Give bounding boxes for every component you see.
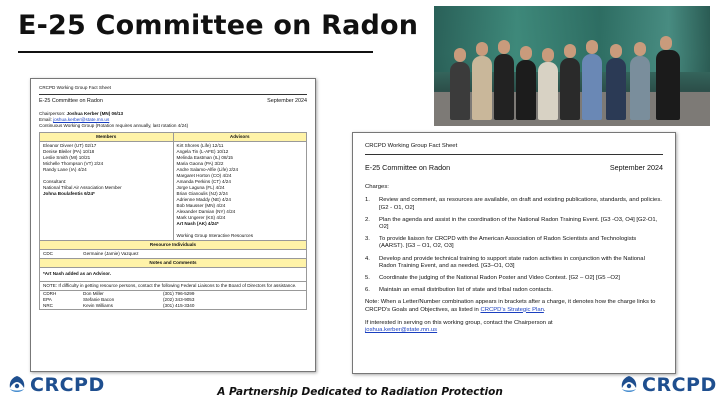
- advisor-item: Adrienne Maddy (NE) 4/24: [176, 197, 231, 202]
- fact-sheet-label: CRCPD Working Group Fact Sheet: [365, 143, 458, 149]
- fact-sheet-date: September 2024: [267, 98, 307, 104]
- members-advisors-table: [40, 133, 306, 240]
- advisor-item: Angela Tin (L-AFE) 10/12: [176, 149, 229, 154]
- advisor-item: Amanda Perkins (CT) 4/24: [176, 179, 231, 184]
- resource-org: CDC: [43, 251, 53, 256]
- interest-email-link[interactable]: joshua.kerber@state.mn.us: [365, 327, 438, 334]
- chair-name: Joshua Kerber (MN) 06/13: [66, 111, 124, 116]
- consultant-name: Johna Boulafentis 6/24*: [43, 191, 95, 196]
- email-label: Email:: [39, 117, 52, 122]
- charge-number: 6.: [365, 287, 370, 294]
- charge-text: Maintain an email distribution list of state and tribal radon contacts.: [379, 287, 553, 294]
- consultant-label: Consultant:: [43, 179, 67, 184]
- charge-text: Plan the agenda and assist in the coordination of the National Radon Training Event. [G3 -O3, O4] [G2-O1, O2]: [379, 216, 658, 231]
- chair-label: Chairperson:: [39, 111, 66, 116]
- charge-number: 2.: [365, 216, 370, 223]
- tagline: A Partnership Dedicated to Radiation Protection: [217, 386, 503, 398]
- charge-text: Coordinate the judging of the National Radon Poster and Video Contest. [G2 – O2] [G5 –O2]: [379, 275, 620, 282]
- person-figure: [560, 58, 580, 120]
- charge-number: 4.: [365, 255, 370, 262]
- member-item: Denise Bleiler (PA) 10/18: [43, 149, 95, 154]
- advisor-item: Margaret Horton (CO) 4/24: [176, 173, 232, 178]
- advisor-item: Jorge Laguna (FL) 4/24: [176, 185, 225, 190]
- liaison-phone: (202) 343-9053: [163, 297, 195, 302]
- member-item: Randy Lane (IA) 4/24: [43, 167, 87, 172]
- charge-item: [365, 197, 663, 211]
- advisor-item: Alexander Damian (NY) 4/24: [176, 209, 236, 214]
- notes-text: *Art Nash added as an Advisor.: [43, 271, 111, 276]
- person-figure: [538, 62, 558, 120]
- logo-wordmark: CRCPD: [642, 374, 717, 396]
- charge-item: [365, 287, 663, 294]
- advisors-header: Advisors: [173, 133, 306, 142]
- charges-label: Charges:: [365, 184, 389, 191]
- person-figure: [656, 50, 680, 120]
- advisor-item: Andre Salamo-Alfie (Life) 2/24: [176, 167, 239, 172]
- resource-name: Germaine (Jamie) Vazquez: [83, 251, 139, 256]
- members-header: Members: [40, 133, 173, 142]
- liaison-org: EPA: [43, 297, 52, 302]
- committee-name: E-25 Committee on Radon: [365, 163, 451, 173]
- advisor-item: Melinda Eastman (IL) 08/15: [176, 155, 233, 160]
- notes-header: Notes and Comments: [40, 258, 306, 268]
- person-figure: [450, 62, 470, 120]
- person-figure: [582, 54, 602, 120]
- members-list: [43, 143, 170, 173]
- advisor-item: Brian Gianoulis (NJ) 2/24: [176, 191, 228, 196]
- logo-wordmark: CRCPD: [30, 374, 105, 396]
- advisor-item: Kirt Shores (Life) 12/11: [176, 143, 224, 148]
- consultant-org: National Tribal Air Association Member: [43, 185, 122, 190]
- person-figure: [516, 60, 536, 120]
- advisor-item: Maria Gaona (PA) 3/22: [176, 161, 224, 166]
- advisor-item: Bob Mausser (MN) 4/24: [176, 203, 226, 208]
- title-underline: [18, 51, 373, 53]
- charge-item: [365, 236, 663, 250]
- liaison-table: [40, 290, 306, 309]
- resource-header: Resource Individuals: [40, 240, 306, 250]
- fact-sheet-label: CRCPD Working Group Fact Sheet: [39, 85, 111, 90]
- liaison-name: Kevin Williams: [83, 303, 113, 308]
- advisor-item: Mark Ungerer (KS) 4/24: [176, 215, 226, 220]
- person-figure: [494, 54, 514, 120]
- charge-text: Review and comment, as resources are available, on draft and existing publications, standards, and policies. [G2 - O1, O2]: [379, 197, 662, 211]
- charge-item: [365, 217, 663, 231]
- charge-item: [365, 275, 663, 282]
- committee-name: E-25 Committee on Radon: [39, 98, 103, 104]
- member-item: Michelle Thompson (VT) 2/24: [43, 161, 104, 166]
- chair-email-link[interactable]: joshua.kerber@state.mn.us: [53, 117, 110, 122]
- charge-text: To provide liaison for CRCPD with the American Association of Radon Scientists and Technologists (AARST). [G3 – O1, O2, O3]: [379, 236, 637, 250]
- charge-item: [365, 256, 663, 270]
- charges-list: [365, 197, 663, 294]
- liaison-org: NRC: [43, 303, 53, 308]
- person-figure: [630, 56, 650, 120]
- liaison-row: [40, 303, 306, 309]
- fact-sheet-date: September 2024: [609, 163, 663, 173]
- strategic-note: Note: When a Letter/Number combination appears in brackets after a charge, it denotes how the charge links to CRCPD’s Goals and Objectives, as listed in CRCPD’s Strategic Plan.: [365, 299, 656, 313]
- continuous-note: Continuous Working Group (Rotation requires annually, last rotation 4/24): [39, 123, 189, 128]
- member-item: Eleanor Divver (UT) 02/17: [43, 143, 97, 148]
- charge-number: 5.: [365, 275, 370, 282]
- charge-number: 1.: [365, 197, 370, 204]
- wg-resources: Working Group Interactive Resources: [176, 233, 254, 238]
- liaison-phone: (301) 796-5299: [163, 291, 195, 296]
- advisors-list: [177, 143, 304, 227]
- person-figure: [606, 58, 626, 120]
- liaison-org: CDRH: [43, 291, 57, 296]
- liaison-phone: (301) 415-3340: [163, 303, 195, 308]
- person-figure: [472, 56, 492, 120]
- interest-text: If interested in serving on this working group, contact the Chairperson at: [365, 319, 553, 326]
- fact-sheet-members: [30, 78, 316, 372]
- strategic-plan-link[interactable]: CRCPD’s Strategic Plan: [480, 306, 544, 313]
- fact-sheet-charges: [352, 132, 676, 374]
- liaison-name: Don Miller: [83, 291, 104, 296]
- charge-text: Develop and provide technical training to support state radon activities in conjunction with the National Radon Training Event, and as needed. [G3–O1, O3]: [379, 255, 645, 269]
- liaison-note: NOTE: If difficulty in getting resource persons, contact the following Federal Liaisons to the Board of Directors for assistance.: [40, 281, 306, 290]
- member-item: Leslie Smith (MI) 10/21: [43, 155, 91, 160]
- slide-title: E-25 Committee on Radon: [18, 10, 419, 41]
- liaison-name: Stefanie Bacon: [83, 297, 115, 302]
- advisor-item: Art Nash (AK) 4/24*: [176, 221, 219, 226]
- charge-number: 3.: [365, 236, 370, 243]
- group-photo: [434, 6, 710, 126]
